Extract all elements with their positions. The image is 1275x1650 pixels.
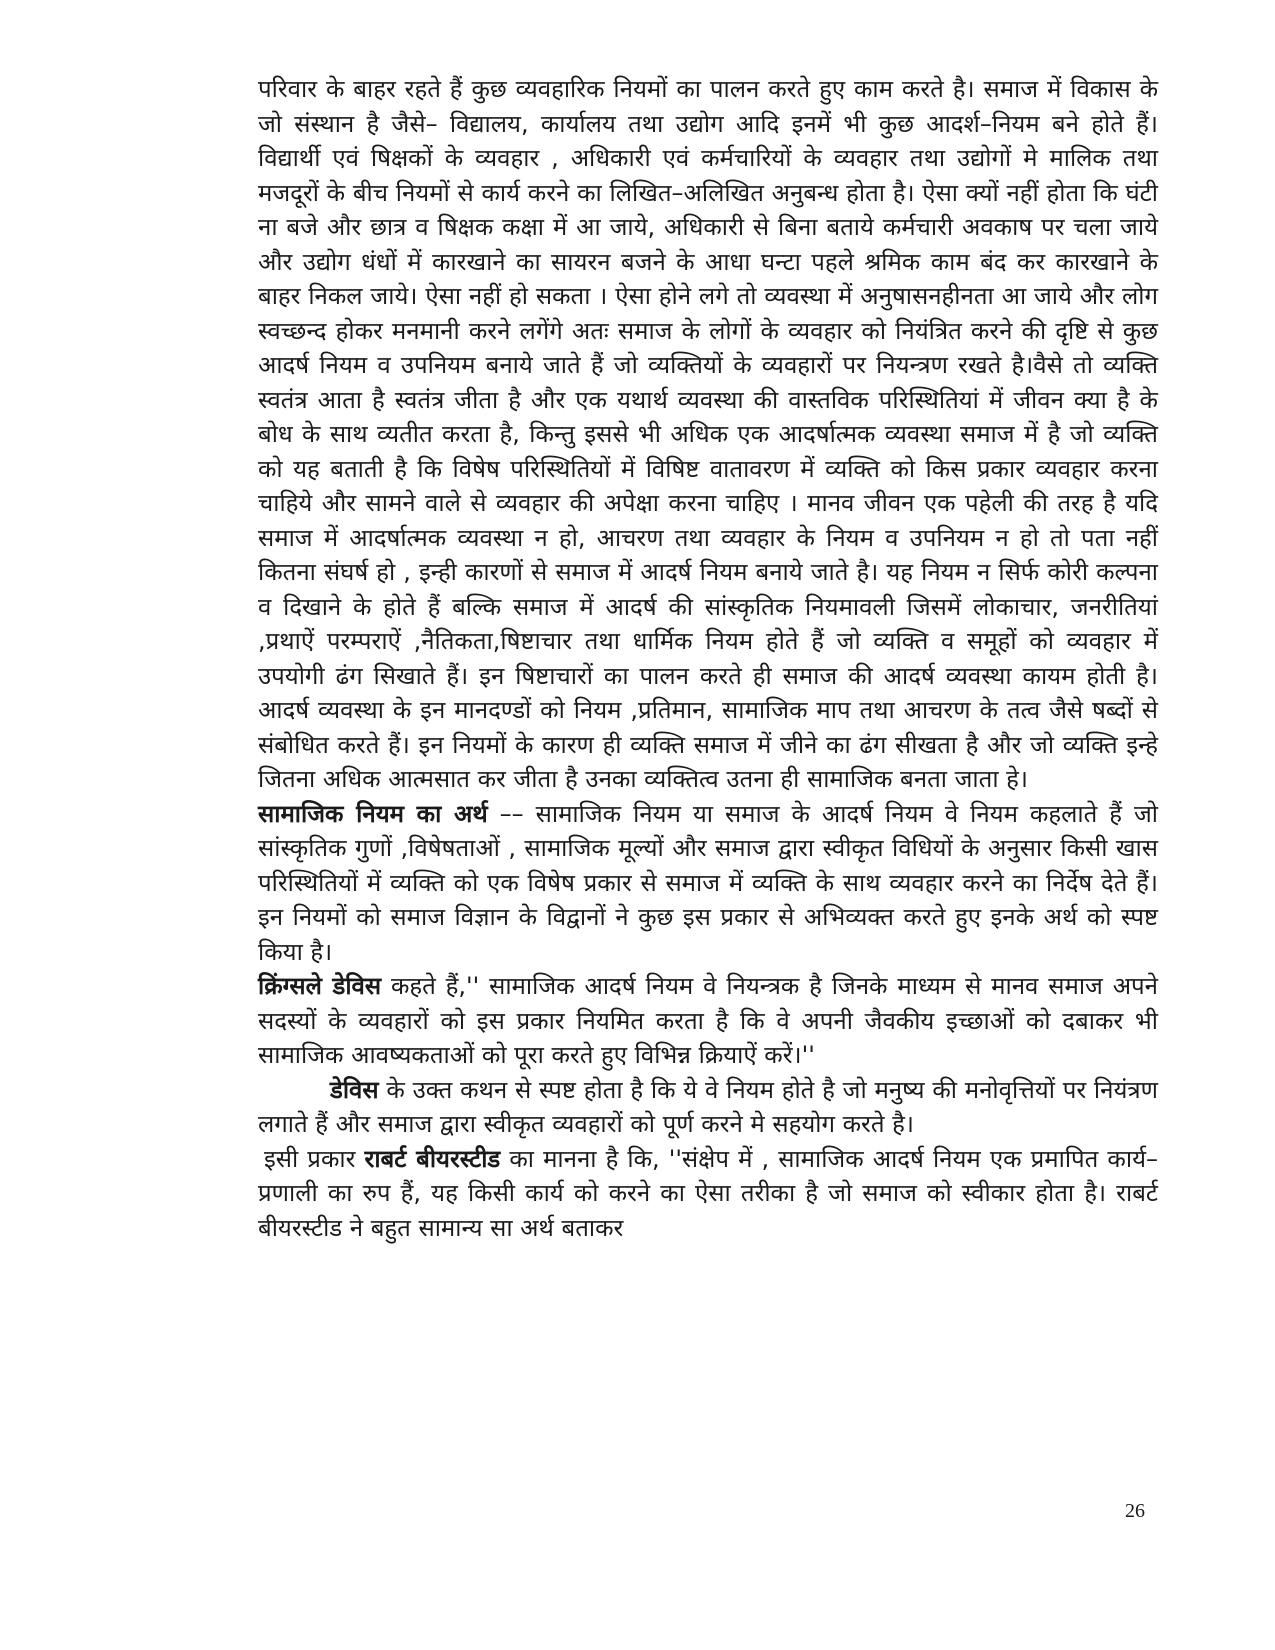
author-name-davis: डेविस (330, 1075, 379, 1104)
kingsley-davis-quote-text: कहते हैं,'' सामाजिक आदर्ष नियम वे नियन्त्रक है जिनके माध्यम से मानव समाज अपने सदस्यों के व्यवहारों को इस प्रकार नियमित करता है कि वे अपनी जैवकीय इच्छाओं को दबाकर भी सामाजिक आवष्यकताओं को पूरा करते हुए विभिन्न क्रियाऐं करें।'' (258, 972, 1158, 1069)
paragraph-kingsley-davis-quote (258, 969, 1158, 1073)
paragraph-rules-intro: परिवार के बाहर रहते हैं कुछ व्यवहारिक नियमों का पालन करते हुए काम करते है। समाज में विकास के जो संस्थान है जैसे– विद्यालय, कार्यालय तथा उद्योग आदि इनमें भी कुछ आदर्श–नियम बने होते हैं। विद्यार्थी एवं षिक्षकों के व्यवहार , अधिकारी एवं कर्मचारियों के व्यवहार तथा उद्योगों मे मालिक तथा मजदूरों के बीच नियमों से कार्य करने का लिखित–अलिखित अनुबन्ध होता है। ऐसा क्यों नहीं होता कि घंटी ना बजे और छात्र व षिक्षक कक्षा में आ जाये, अधिकारी से बिना बताये कर्मचारी अवकाष पर चला जाये और उद्योग धंधों में कारखाने का सायरन बजने के आधा घन्टा पहले श्रमिक काम बंद कर कारखाने के बाहर निकल जाये। ऐसा नहीं हो सकता । ऐसा होने लगे तो व्यवस्था में अनुषासनहीनता आ जाये और लोग स्वच्छन्द होकर मनमानी करने लगेंगे अतः समाज के लोगों के व्यवहार को नियंत्रित करने की दृष्टि से कुछ आदर्ष नियम व उपनियम बनाये जाते हैं जो व्यक्तियों के व्यवहारों पर नियन्त्रण रखते है।वैसे तो व्यक्ति स्वतंत्र आता है स्वतंत्र जीता है और एक यथार्थ व्यवस्था की वास्तविक परिस्थितियां में जीवन क्या है के बोध के साथ व्यतीत करता है, किन्तु इससे भी अधिक एक आदर्षात्मक व्यवस्था समाज में है जो व्यक्ति को यह बताती है कि विषेष परिस्थितियों में विषिष्ट वातावरण में व्यक्ति को किस प्रकार व्यवहार करना चाहिये और सामने वाले से व्यवहार की अपेक्षा करना चाहिए । मानव जीवन एक पहेली की तरह है यदि समाज में आदर्षात्मक व्यवस्था न हो, आचरण तथा व्यवहार के नियम व उपनियम न हो तो पता नहीं कितना संघर्ष हो , इन्ही कारणों से समाज में आदर्ष नियम बनाये जाते है। यह नियम न सिर्फ कोरी कल्पना व दिखाने के होते हैं बल्कि समाज में आदर्ष की सांस्कृतिक नियमावली जिसमें लोकाचार, जनरीतियां ,प्रथाऐं परम्पराऐं ,नैतिकता,षिष्टाचार तथा धार्मिक नियम होते हैं जो व्यक्ति व समूहों को व्यवहार में उपयोगी ढंग सिखाते हैं। इन षिष्टाचारों का पालन करते ही समाज की आदर्ष व्यवस्था कायम होती है। आदर्ष व्यवस्था के इन मानदण्डों को नियम ,प्रतिमान, सामाजिक माप तथा आचरण के तत्व जैसे षब्दों से संबोधित करते हैं। इन नियमों के कारण ही व्यक्ति समाज में जीने का ढंग सीखता है और जो व्यक्ति इन्हे जितना अधिक आत्मसात कर जीता है उनका व्यक्तित्व उतना ही सामाजिक बनता जाता हे। (258, 75, 1158, 793)
author-name-kingsley-davis: क्रिंग्सले डेविस (258, 972, 382, 1000)
document-body (258, 72, 1158, 1245)
paragraph-bierstedt (258, 1142, 1158, 1246)
bierstedt-prefix: इसी प्रकार (264, 1144, 365, 1173)
bierstedt-text: का मानना है कि, ''संक्षेप में , सामाजिक आदर्ष नियम एक प्रमापित कार्य– प्रणाली का रुप हैं, यह किसी कार्य को करने का ऐसा तरीका है जो समाज को स्वीकार होता है। राबर्ट बीयरस्टीड ने बहुत सामान्य सा अर्थ बताकर (258, 1144, 1158, 1242)
author-name-robert-bierstedt: राबर्ट बीयरस्टीड (364, 1144, 501, 1173)
heading-meaning-of-social-rules: सामाजिक नियम का अर्थ (258, 799, 488, 828)
paragraph-davis-commentary (258, 1073, 1158, 1142)
davis-commentary-text: के उक्त कथन से स्पष्ट होता है कि ये वे नियम होते है जो मनुष्य की मनोवृत्तियों पर नियंत्रण लगाते हैं और समाज द्वारा स्वीकृत व्यवहारों को पूर्ण करने मे सहयोग करते है। (258, 1075, 1158, 1138)
meaning-text: –– सामाजिक नियम या समाज के आदर्ष नियम वे नियम कहलाते हैं जो सांस्कृतिक गुणों ,विषेषताओं , सामाजिक मूल्यों और समाज द्वारा स्वीकृत विधियों के अनुसार किसी खास परिस्थितियों में व्यक्ति को एक विषेष प्रकार से समाज में व्यक्ति के साथ व्यवहार करने का निर्देष देते हैं। इन नियमों को समाज विज्ञान के विद्वानों ने कुछ इस प्रकार से अभिव्यक्त करते हुए इनके अर्थ को स्पष्ट किया है। (258, 799, 1158, 966)
paragraph-meaning (258, 797, 1158, 970)
page-number: 26 (1125, 1500, 1145, 1522)
